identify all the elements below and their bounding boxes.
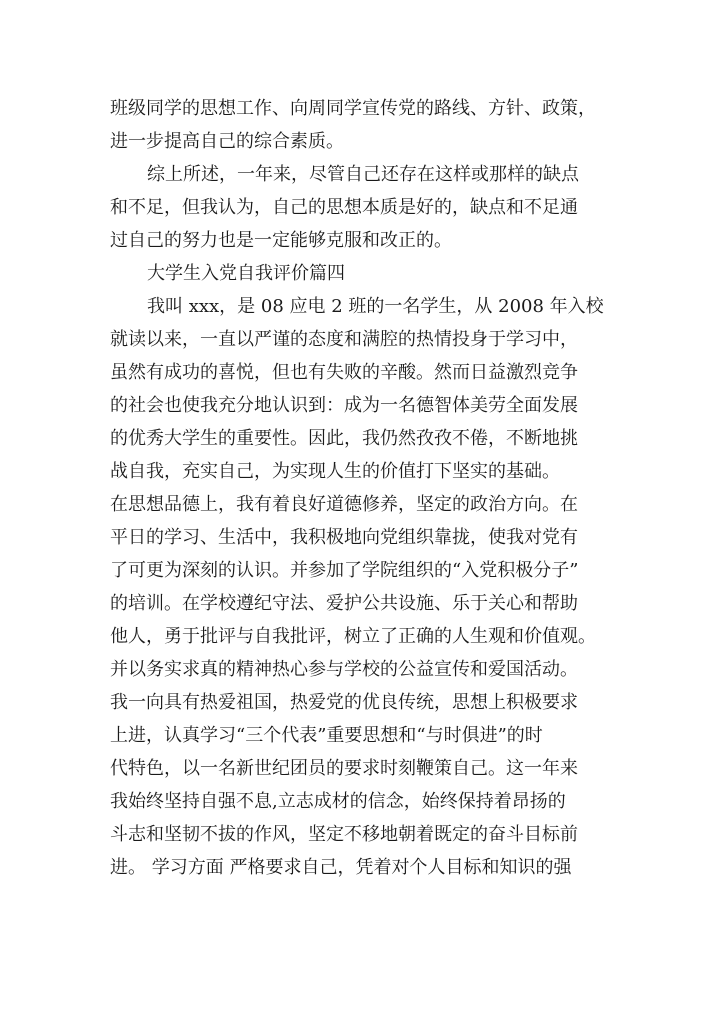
text-line: 斗志和坚韧不拔的作风，坚定不移地朝着既定的奋斗目标前 (110, 824, 578, 845)
text-line: 他人，勇于批评与自我批评，树立了正确的人生观和价值观。 (110, 626, 596, 647)
text-line: 综上所述，一年来，尽管自己还存在这样或那样的缺点 (147, 164, 579, 185)
text-line: 代特色，以一名新世纪团员的要求时刻鞭策自己。这一年来 (110, 758, 578, 779)
text-line: 进一步提高自己的综合素质。 (110, 131, 344, 152)
text-line: 班级同学的思想工作、向周同学宣传党的路线、方针、政策， (110, 98, 596, 119)
text-line: 战自我，充实自己，为实现人生的价值打下坚实的基础。 (110, 461, 560, 482)
text-line: 我始终坚持自强不息,立志成材的信念，始终保持着昂扬的 (110, 791, 566, 812)
text-line: 并以务实求真的精神热心参与学校的公益宣传和爱国活动。 (110, 659, 578, 680)
text-line: 平日的学习、生活中，我积极地向党组织靠拢，使我对党有 (110, 527, 578, 548)
text-line: 的社会也使我充分地认识到：成为一名德智体美劳全面发展 (110, 395, 578, 416)
text-line: 进。 学习方面 严格要求自己，凭着对个人目标和知识的强 (110, 857, 572, 878)
text-line: 过自己的努力也是一定能够克服和改正的。 (110, 230, 452, 251)
text-line: 和不足，但我认为，自己的思想本质是好的，缺点和不足通 (110, 197, 578, 218)
section-heading: 大学生入党自我评价篇四 (147, 263, 345, 284)
text-line: 的培训。在学校遵纪守法、爱护公共设施、乐于关心和帮助 (110, 593, 578, 614)
text-line: 就读以来，一直以严谨的态度和满腔的热情投身于学习中， (110, 329, 578, 350)
text-line: 我一向具有热爱祖国，热爱党的优良传统，思想上积极要求 (110, 692, 578, 713)
text-line: 上进，认真学习“三个代表”重要思想和“与时俱进”的时 (110, 725, 543, 746)
text-line: 在思想品德上，我有着良好道德修养，坚定的政治方向。在 (110, 494, 578, 515)
text-line: 虽然有成功的喜悦，但也有失败的辛酸。然而日益激烈竞争 (110, 362, 578, 383)
text-line: 我叫 xxx，是 08 应电 2 班的一名学生，从 2008 年入校 (147, 296, 604, 317)
text-line: 了可更为深刻的认识。并参加了学院组织的“入党积极分子” (110, 560, 579, 581)
text-line: 的优秀大学生的重要性。因此，我仍然孜孜不倦，不断地挑 (110, 428, 578, 449)
